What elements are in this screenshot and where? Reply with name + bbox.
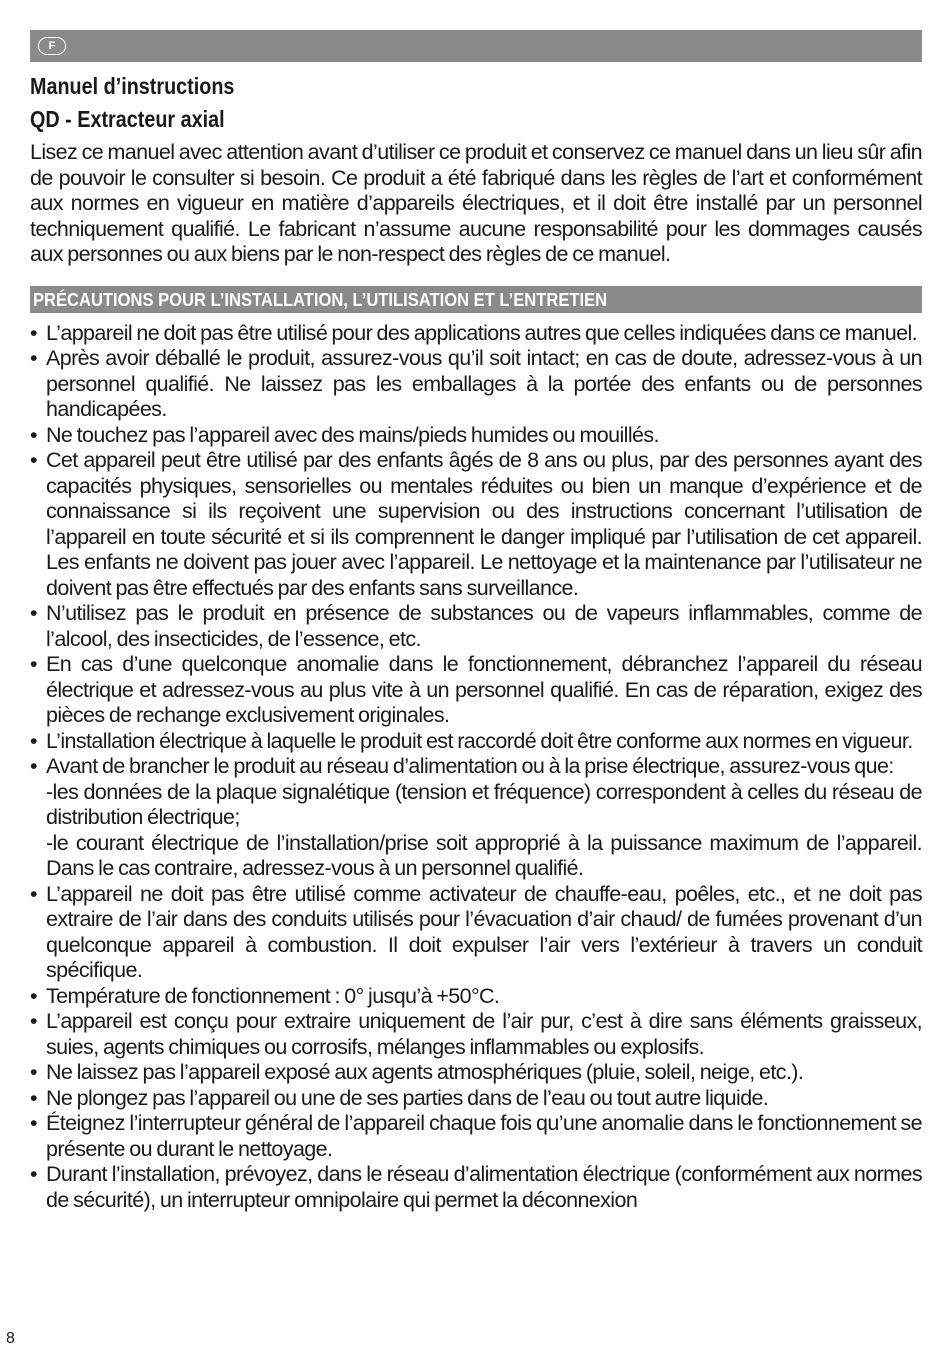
list-item: • Ne plongez pas l’appareil ou une de ses parties dans de l’eau ou tout autre liquide. [30,1086,922,1112]
list-item: • L’appareil ne doit pas être utilisé comme activateur de chauffe-eau, poêles, etc., et ne doit pas extraire de l’air dans des conduits utilisés pour l’évacuation d’air chaud/ de fumées provenant d’un quelconque appareil à combustion. Il doit expulser l’air vers l’extérieur à travers un conduit spécifique. [30,882,922,984]
section-heading-text: PRÉCAUTIONS POUR L’INSTALLATION, L’UTILISATION ET L’ENTRETIEN [33,289,608,310]
language-badge: F [38,37,66,55]
list-item: • Ne touchez pas l’appareil avec des mains/pieds humides ou mouillés. [30,423,922,449]
manual-page-content [30,70,922,1213]
language-header-bar [30,30,922,62]
section-heading-precautions [30,286,922,313]
list-item: • Cet appareil peut être utilisé par des enfants âgés de 8 ans ou plus, par des personnes ayant des capacités physiques, sensorielles ou mentales réduites ou bien un manque d’expérience et de connaissance si ils reçoivent une supervision ou des instructions concernant l’utilisation de l’appareil en toute sécurité et si ils comprennent le danger impliqué par l’utilisation de cet appareil. Les enfants ne doivent pas jouer avec l’appareil. Le nettoyage et la maintenance par l’utilisateur ne doivent pas être effectués par des enfants sans surveillance. [30,448,922,601]
list-item: • Après avoir déballé le produit, assurez-vous qu’il soit intact; en cas de doute, adressez-vous à un personnel qualifié. Ne laissez pas les emballages à la portée des enfants ou de personnes handicapées. [30,346,922,423]
sub-item: -les données de la plaque signalétique (tension et fréquence) correspondent à celles du réseau de distribution électrique; [46,779,922,829]
list-item: • Ne laissez pas l’appareil exposé aux agents atmosphériques (pluie, soleil, neige, etc.). [30,1060,922,1086]
list-item-with-subitems [30,754,922,882]
list-item: • L’appareil ne doit pas être utilisé pour des applications autres que celles indiquées dans ce manuel. [30,321,922,347]
product-title: QD - Extracteur axial [30,106,225,132]
list-item-text: Avant de brancher le produit au réseau d’alimentation ou à la prise électrique, assurez-vous que: [46,754,894,778]
list-item: • L’installation électrique à laquelle le produit est raccordé doit être conforme aux normes en vigueur. [30,729,922,755]
precautions-list [30,321,922,1214]
sub-item: -le courant électrique de l’installation/prise soit approprié à la puissance maximum de l’appareil. Dans le cas contraire, adressez-vous à un personnel qualifié. [46,830,922,880]
list-item: • L’appareil est conçu pour extraire uniquement de l’air pur, c’est à dire sans éléments graisseux, suies, agents chimiques ou corrosifs, mélanges inflammables ou explosifs. [30,1009,922,1060]
list-item: • Température de fonctionnement : 0° jusqu’à +50°C. [30,984,922,1010]
list-item: • En cas d’une quelconque anomalie dans le fonctionnement, débranchez l’appareil du réseau électrique et adressez-vous au plus vite à un personnel qualifié. En cas de réparation, exigez des pièces de rechange exclusivement originales. [30,652,922,729]
list-item: • Durant l’installation, prévoyez, dans le réseau d’alimentation électrique (conformément aux normes de sécurité), un interrupteur omnipolaire qui permet la déconnexion [30,1162,922,1213]
list-item: • N’utilisez pas le produit en présence de substances ou de vapeurs inflammables, comme de l’alcool, des insecticides, de l’essence, etc. [30,601,922,652]
intro-paragraph: Lisez ce manuel avec attention avant d’utiliser ce produit et conservez ce manuel dans un lieu sûr afin de pouvoir le consulter si besoin. Ce produit a été fabriqué dans les règles de l’art et conformément aux normes en vigueur en matière d’appareils électriques, et il doit être installé par un personnel techniquement qualifié. Le fabricant n’assume aucune responsabilité pour les dommages causés aux personnes ou aux biens par le non-respect des règles de ce manuel. [30,140,922,266]
list-item: • Éteignez l’interrupteur général de l’appareil chaque fois qu’une anomalie dans le fonctionnement se présente ou durant le nettoyage. [30,1111,922,1162]
manual-title: Manuel d’instructions [30,73,235,99]
page-number: 8 [6,1330,15,1347]
